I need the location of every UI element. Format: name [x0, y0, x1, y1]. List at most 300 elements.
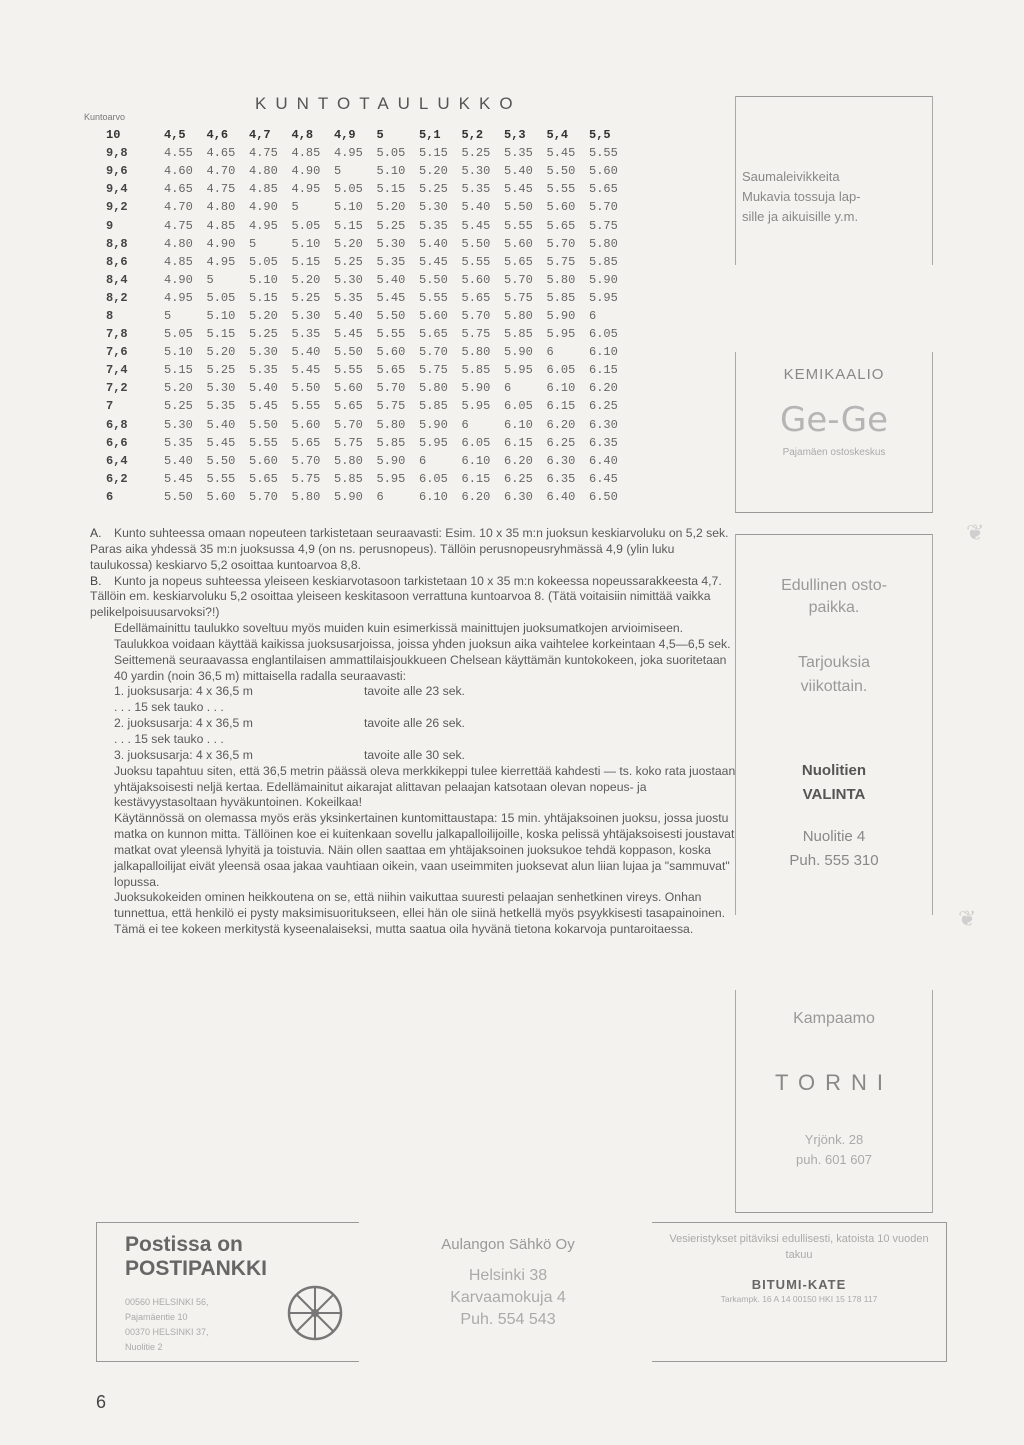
time-cell: 6.10 [419, 489, 448, 504]
time-cell: 5.40 [334, 308, 363, 323]
time-cell: 5.30 [206, 381, 236, 396]
time-cell: 5 [291, 200, 299, 215]
ad-address: Nuolitie 4 [802, 828, 866, 845]
time-cell: 5 [164, 308, 172, 323]
time-cell: 5.75 [461, 327, 491, 342]
drill-list [90, 684, 740, 763]
time-cell: 5.60 [419, 308, 448, 323]
kuntoarvo-cell: 7 [106, 399, 114, 414]
drill-row: . . . 15 sek tauko . . . [114, 731, 224, 746]
table-row [92, 235, 632, 253]
ad-kampaamo-torni [735, 990, 933, 1213]
time-cell: 5.40 [504, 164, 533, 179]
time-cell: 5.15 [376, 182, 406, 197]
time-cell: 5.30 [249, 345, 278, 360]
time-cell: 6.10 [546, 381, 576, 396]
time-cell: 4.85 [164, 254, 193, 269]
ad-aulangon-sahko [392, 1222, 624, 1360]
drill-row: 2. juoksusarja: 4 x 36,5 m tavoite alle 26 sek. [114, 716, 465, 731]
ad-name: POSTIPANKKI [125, 1257, 267, 1280]
time-cell: 6.15 [589, 363, 618, 378]
time-cell: 4.85 [249, 182, 278, 197]
time-cell: 5.95 [546, 327, 576, 342]
time-cell: 5.70 [504, 272, 533, 287]
time-cell: 5.50 [461, 236, 491, 251]
time-cell: 5.65 [589, 182, 618, 197]
time-cell: 4.70 [164, 200, 193, 215]
table-row [92, 397, 632, 415]
ad-name: TORNI [774, 1070, 894, 1095]
time-cell: 5,1 [419, 128, 441, 143]
time-cell: 5.60 [249, 453, 278, 468]
time-cell: 5.15 [419, 146, 448, 161]
kuntoarvo-cell: 9,6 [106, 164, 128, 179]
ad-line: Tarjouksia [797, 654, 871, 671]
time-cell: 5.40 [461, 200, 491, 215]
time-cell: 5 [206, 272, 214, 287]
time-cell: 5.35 [249, 363, 278, 378]
time-cell: 5.20 [419, 164, 448, 179]
time-cell: 5.45 [376, 290, 406, 305]
time-cell: 6.30 [589, 417, 618, 432]
time-cell: 4.90 [291, 164, 321, 179]
ad-kemikaalio [735, 352, 933, 513]
ad-phone: Puh. 554 543 [460, 1311, 556, 1328]
table-row [92, 126, 632, 144]
point-a-label: A. [90, 526, 102, 540]
time-cell: 5 [249, 236, 257, 251]
time-cell: 6.10 [589, 345, 618, 360]
ad-address: Helsinki 38 [468, 1267, 548, 1284]
page-number: 6 [96, 1392, 107, 1412]
time-cell: 5.70 [291, 453, 321, 468]
kuntoarvo-cell: 8,6 [106, 254, 128, 269]
time-cell: 5.60 [376, 345, 406, 360]
ad-phone: puh. 601 607 [796, 1152, 872, 1167]
time-cell: 5.10 [164, 345, 193, 360]
kuntoarvo-cell: 6,6 [106, 435, 128, 450]
time-cell: 4,9 [334, 128, 356, 143]
table-row [92, 144, 632, 162]
table-row [92, 434, 632, 452]
kuntoarvo-cell: 9,8 [106, 146, 128, 161]
time-cell: 5.65 [249, 471, 278, 486]
time-cell: 4.80 [206, 200, 236, 215]
ad-name: Aulangon Sähkö Oy [441, 1236, 575, 1253]
time-cell: 5.65 [376, 363, 406, 378]
kuntoarvo-cell: 8,2 [106, 290, 128, 305]
time-cell: 4.80 [164, 236, 193, 251]
time-cell: 5.25 [376, 218, 406, 233]
time-cell: 5.05 [206, 290, 236, 305]
time-cell: 5.55 [249, 435, 278, 450]
time-cell: 6.05 [419, 471, 448, 486]
kuntoarvo-cell: 6 [106, 489, 114, 504]
time-cell: 6.05 [546, 363, 576, 378]
time-cell: 5.45 [164, 471, 193, 486]
table-row [92, 289, 632, 307]
time-cell: 5.30 [334, 272, 363, 287]
time-cell: 4.95 [291, 182, 321, 197]
ad-line: Edullinen osto- [781, 577, 887, 594]
kuntoarvo-cell: 7,4 [106, 363, 128, 378]
ad-shoe-shop [735, 96, 933, 265]
time-cell: 4.60 [164, 164, 193, 179]
time-cell: 5.75 [589, 218, 618, 233]
table-row [92, 361, 632, 379]
time-cell: 5.20 [249, 308, 278, 323]
time-cell: 5.35 [291, 327, 321, 342]
time-cell: 5.70 [249, 489, 278, 504]
time-cell: 5.90 [419, 417, 448, 432]
time-cell: 5.65 [419, 327, 448, 342]
kuntoarvo-cell: 7,6 [106, 345, 128, 360]
time-cell: 6 [546, 345, 554, 360]
time-cell: 4.55 [164, 146, 193, 161]
time-cell: 5,4 [546, 128, 569, 143]
point-b-text: Kunto ja nopeus suhteessa yleiseen keskiarvotasoon tarkistetaan 10 x 35 m:n kokeessa nopeussarakkeesta 4,7. Tällöin em. keskiarvoluku 5,2 osoittaa yleiseen keskitasoon verrattuna kuntoarvoa 8. (Tätä voitaisiin nimittää vaikka pelikelpoisuusarvoksi?!) [90, 573, 722, 620]
time-cell: 5.95 [376, 471, 406, 486]
point-b-label: B. [90, 573, 102, 588]
time-cell: 5.95 [589, 290, 618, 305]
time-cell: 5.85 [334, 471, 363, 486]
table-row [92, 162, 632, 180]
time-cell: 5 [376, 128, 384, 143]
time-cell: 5.10 [249, 272, 278, 287]
time-cell: 5.60 [334, 381, 363, 396]
article-paragraph: Seittemenä seuraavassa englantilaisen ammattilaisjoukkueen Chelsean käyttämän kuntokokeen, joka suoritetaan 40 yardin (noin 36,5 m) mittaisella radalla seuraavasti: [114, 652, 727, 683]
time-cell: 6.30 [546, 453, 576, 468]
table-row [92, 198, 632, 216]
time-cell: 5.45 [334, 327, 363, 342]
time-cell: 6.50 [589, 489, 618, 504]
time-cell: 5.75 [376, 399, 406, 414]
time-cell: 5.55 [589, 146, 618, 161]
ad-name: VALINTA [802, 786, 866, 803]
time-cell: 5.05 [376, 146, 406, 161]
time-cell: 5.30 [461, 164, 491, 179]
time-cell: 5,3 [504, 128, 526, 143]
point-a-text: Kunto suhteessa omaan nopeuteen tarkistetaan seuraavasti: Esim. 10 x 35 m:n juoksun keskiarvoluku on 5,2 sek. Paras aika yhdessä 35 m:n juoksussa 4,9 (on ns. perusnopeus). Tällöin perusnopeusryhmässä 4,9 (ylin luku taulukossa) keskiarvo 5,2 osoittaa kuntoarvoa 8,8. [90, 526, 729, 572]
table-row [92, 379, 632, 397]
ad-line: paikka. [808, 599, 860, 616]
time-cell: 5.30 [376, 236, 406, 251]
ad-subtitle: Pajamäen ostoskeskus [782, 447, 886, 458]
ad-address: 00370 HELSINKI 37, [125, 1327, 209, 1337]
time-cell: 6.30 [504, 489, 533, 504]
time-cell: 4.85 [291, 146, 321, 161]
ad-bitumi-kate [652, 1222, 947, 1362]
time-cell: 6.10 [461, 453, 491, 468]
time-cell: 5.75 [546, 254, 576, 269]
time-cell: 5.10 [334, 200, 363, 215]
kuntoarvo-cell: 9,4 [106, 182, 128, 197]
time-cell: 4.90 [206, 236, 236, 251]
time-cell: 5.60 [504, 236, 533, 251]
time-cell: 5.65 [461, 290, 491, 305]
time-cell: 6.10 [504, 417, 533, 432]
time-cell: 5.10 [376, 164, 406, 179]
kuntoarvo-cell: 9 [106, 218, 114, 233]
time-cell: 5.55 [546, 182, 576, 197]
kuntoarvo-cell: 9,2 [106, 200, 128, 215]
ad-address: Tarkampk. 16 A 14 00150 HKI 15 178 117 [720, 1294, 878, 1304]
time-cell: 5.35 [419, 218, 448, 233]
time-cell: 4.85 [206, 218, 236, 233]
time-cell: 5.60 [546, 200, 576, 215]
ad-line: Saumaleivikkeita [742, 169, 840, 184]
time-cell: 5.25 [461, 146, 491, 161]
time-cell: 6.35 [546, 471, 576, 486]
time-cell: 5.75 [504, 290, 533, 305]
time-cell: 5.55 [376, 327, 406, 342]
ad-line: Kampaamo [793, 1010, 875, 1027]
time-cell: 5.55 [206, 471, 236, 486]
curl-icon: ❦ [958, 906, 977, 931]
time-cell: 5.05 [334, 182, 363, 197]
time-cell: 5.85 [419, 399, 448, 414]
time-cell: 5.95 [504, 363, 533, 378]
time-cell: 6 [419, 453, 427, 468]
table-title: KUNTOTAULUKKO [255, 94, 522, 113]
time-cell: 5.85 [589, 254, 618, 269]
time-cell: 5.90 [461, 381, 491, 396]
time-cell: 5.25 [164, 399, 193, 414]
ad-logo: Ge-Ge [779, 400, 889, 440]
drill-row: . . . 15 sek tauko . . . [114, 700, 224, 715]
time-cell: 5.80 [461, 345, 491, 360]
time-cell: 5.70 [419, 345, 448, 360]
time-cell: 5.65 [334, 399, 363, 414]
time-cell: 5.80 [291, 489, 321, 504]
time-cell: 5.25 [249, 327, 278, 342]
time-cell: 5.40 [291, 345, 321, 360]
time-cell: 6.05 [461, 435, 491, 450]
time-cell: 5.60 [589, 164, 618, 179]
time-cell: 5.35 [164, 435, 193, 450]
ad-address: Pajamäentie 10 [125, 1312, 188, 1322]
point-b [90, 574, 740, 622]
time-cell: 5.65 [546, 218, 576, 233]
time-cell: 5.05 [164, 327, 193, 342]
time-cell: 4.75 [164, 218, 193, 233]
kuntoarvo-cell: 8,8 [106, 236, 128, 251]
table-row [92, 307, 632, 325]
table-caption: Kuntoarvo [84, 112, 126, 122]
time-cell: 5.80 [546, 272, 576, 287]
time-cell: 5.20 [206, 345, 236, 360]
time-cell: 6.05 [504, 399, 533, 414]
wheel-icon [285, 1283, 345, 1343]
time-cell: 5.85 [546, 290, 576, 305]
time-cell: 5.20 [291, 272, 321, 287]
article-paragraph: Juoksukokeiden ominen heikkoutena on se, että niihin vaikuttaa suuresti pelaajan senhetkinen vireys. Onhan tunnettua, että henkilö ei pysty maksimisuoritukseen, ellei hän ole siinä hetkellä myös psyykkisesti tasapainoinen. Tämä ei tee kokeen merkitystä kyseenalaiseksi, mutta saatua oila hyvänä tietona kokarvoja puntaroitaessa. [114, 890, 726, 937]
time-cell: 5.95 [419, 435, 448, 450]
kuntoarvo-cell: 7,2 [106, 381, 128, 396]
time-cell: 5.85 [461, 363, 491, 378]
drill-row: 1. juoksusarja: 4 x 36,5 m tavoite alle 23 sek. [114, 684, 465, 699]
time-cell: 5 [334, 164, 342, 179]
time-cell: 5.50 [334, 345, 363, 360]
time-cell: 5.60 [206, 489, 236, 504]
drill-row: 3. juoksusarja: 4 x 36,5 m tavoite alle 30 sek. [114, 747, 465, 762]
article-paragraph: Edellämainittu taulukko soveltuu myös muiden kuin esimerkissä mainittujen juoksumatkojen arvioimiseen. Taulukkoa voidaan käyttää kaikissa juoksusarjoissa, joissa yhden juoksun aika vaihtelee korkeintaan 4,5—6,5 sek. [114, 621, 731, 651]
time-cell: 5.45 [546, 146, 576, 161]
ad-address: 00560 HELSINKI 56, [125, 1297, 209, 1307]
time-cell: 5.80 [334, 453, 363, 468]
time-cell: 5.15 [334, 218, 363, 233]
time-cell: 5.10 [291, 236, 321, 251]
table-row [92, 488, 632, 506]
time-cell: 6.20 [589, 381, 618, 396]
kuntoarvo-cell: 6,8 [106, 417, 128, 432]
kuntoarvo-cell: 8,4 [106, 272, 128, 287]
time-cell: 5.50 [419, 272, 448, 287]
table-row [92, 452, 632, 470]
ad-line: Mukavia tossuja lap- [742, 189, 861, 204]
time-cell: 6.35 [589, 435, 618, 450]
ad-name: KEMIKAALIO [783, 366, 885, 383]
time-cell: 5.30 [164, 417, 193, 432]
kuntoarvo-cell: 8 [106, 308, 114, 323]
time-cell: 6 [376, 489, 384, 504]
time-cell: 5.05 [249, 254, 278, 269]
time-cell: 5.35 [206, 399, 236, 414]
point-a [90, 526, 740, 574]
time-cell: 5.45 [419, 254, 448, 269]
time-cell: 6.45 [589, 471, 618, 486]
time-cell: 5.15 [249, 290, 278, 305]
ad-line: viikottain. [800, 678, 868, 695]
time-cell: 5.25 [419, 182, 448, 197]
time-cell: 5.45 [249, 399, 278, 414]
time-cell: 5.35 [334, 290, 363, 305]
time-cell: 5.85 [504, 327, 533, 342]
time-cell: 4.75 [249, 146, 278, 161]
time-cell: 5.80 [376, 417, 406, 432]
time-cell: 5.50 [376, 308, 406, 323]
time-cell: 4,6 [206, 128, 229, 143]
time-cell: 5,5 [589, 128, 611, 143]
time-cell: 5.45 [461, 218, 491, 233]
time-cell: 5.40 [206, 417, 236, 432]
ad-line: Vesieristykset pitäviksi edullisesti, katoista 10 vuoden takuu [669, 1233, 929, 1261]
time-cell: 5.30 [291, 308, 321, 323]
time-cell: 5.50 [249, 417, 278, 432]
time-cell: 5.55 [291, 399, 321, 414]
time-cell: 5.25 [206, 363, 236, 378]
time-cell: 5.35 [376, 254, 406, 269]
time-cell: 6.40 [546, 489, 576, 504]
article-text [90, 526, 740, 938]
time-cell: 5.60 [461, 272, 491, 287]
time-cell: 6.25 [546, 435, 576, 450]
time-cell: 5.80 [504, 308, 533, 323]
time-cell: 6.25 [504, 471, 533, 486]
time-cell: 4.95 [164, 290, 193, 305]
time-cell: 5.25 [291, 290, 321, 305]
table-row [92, 325, 632, 343]
time-cell: 4.95 [334, 146, 363, 161]
time-cell: 4.75 [206, 182, 236, 197]
time-cell: 5.90 [589, 272, 618, 287]
time-cell: 5.50 [546, 164, 576, 179]
ad-address: Yrjönk. 28 [804, 1132, 864, 1147]
article-paragraph: Juoksu tapahtuu siten, että 36,5 metrin päässä oleva merkkikeppi tulee kierrettää kahdesti — ts. koko rata juostaan yhtäjaksoisesti neljä kertaa. Edellämainitut aikarajat alittavan pelaajan katsotaan olevan nopeus- ja kestävyystasoltaan hyväkuntoinen. Kokeilkaa! [114, 763, 736, 810]
time-cell: 5.45 [504, 182, 533, 197]
time-cell: 6.15 [504, 435, 533, 450]
time-cell: 5.55 [334, 363, 363, 378]
time-cell: 5.60 [291, 417, 321, 432]
time-cell: 4.65 [206, 146, 236, 161]
ad-valinta [735, 534, 933, 915]
ad-address: Nuolitie 2 [125, 1342, 163, 1352]
ad-phone: Puh. 555 310 [789, 852, 879, 869]
time-cell: 5.20 [334, 236, 363, 251]
time-cell: 6 [589, 308, 597, 323]
time-cell: 5.40 [376, 272, 406, 287]
table-row [92, 253, 632, 271]
time-cell: 6.05 [589, 327, 618, 342]
time-cell: 5.70 [334, 417, 363, 432]
time-cell: 4,5 [164, 128, 186, 143]
time-cell: 4.95 [206, 254, 236, 269]
time-cell: 4,7 [249, 128, 271, 143]
time-cell: 5.65 [291, 435, 321, 450]
time-cell: 6.15 [546, 399, 576, 414]
time-cell: 5.55 [461, 254, 491, 269]
table-row [92, 343, 632, 361]
time-cell: 5.05 [291, 218, 321, 233]
time-cell: 5.65 [504, 254, 533, 269]
time-cell: 5.75 [291, 471, 321, 486]
table-row [92, 180, 632, 198]
time-cell: 5.50 [164, 489, 193, 504]
time-cell: 5.10 [206, 308, 236, 323]
time-cell: 4,8 [291, 128, 314, 143]
kuntoarvo-cell: 10 [106, 128, 121, 143]
time-cell: 6.20 [461, 489, 491, 504]
time-cell: 5.55 [419, 290, 448, 305]
ad-postipankki [96, 1222, 359, 1362]
time-cell: 5.50 [504, 200, 533, 215]
time-cell: 6.15 [461, 471, 491, 486]
time-cell: 5.75 [334, 435, 363, 450]
time-cell: 5.25 [334, 254, 363, 269]
kuntoarvo-cell: 7,8 [106, 327, 128, 342]
time-cell: 5.15 [291, 254, 321, 269]
time-cell: 5.55 [504, 218, 533, 233]
ad-name: BITUMI-KATE [751, 1277, 847, 1292]
time-cell: 5.35 [461, 182, 491, 197]
kuntoarvo-cell: 6,4 [106, 453, 128, 468]
time-cell: 6 [461, 417, 469, 432]
ad-line: Postissa on [125, 1233, 243, 1256]
time-cell: 6.20 [504, 453, 533, 468]
time-cell: 5.45 [291, 363, 321, 378]
time-cell: 5.70 [376, 381, 406, 396]
time-cell: 5.15 [164, 363, 193, 378]
time-cell: 6.25 [589, 399, 618, 414]
time-cell: 5.50 [291, 381, 321, 396]
time-cell: 5.45 [206, 435, 236, 450]
time-cell: 5.40 [164, 453, 193, 468]
time-cell: 5.40 [249, 381, 278, 396]
time-cell: 5.35 [504, 146, 533, 161]
time-cell: 4.65 [164, 182, 193, 197]
time-cell: 5.20 [164, 381, 193, 396]
time-cell: 6 [504, 381, 512, 396]
